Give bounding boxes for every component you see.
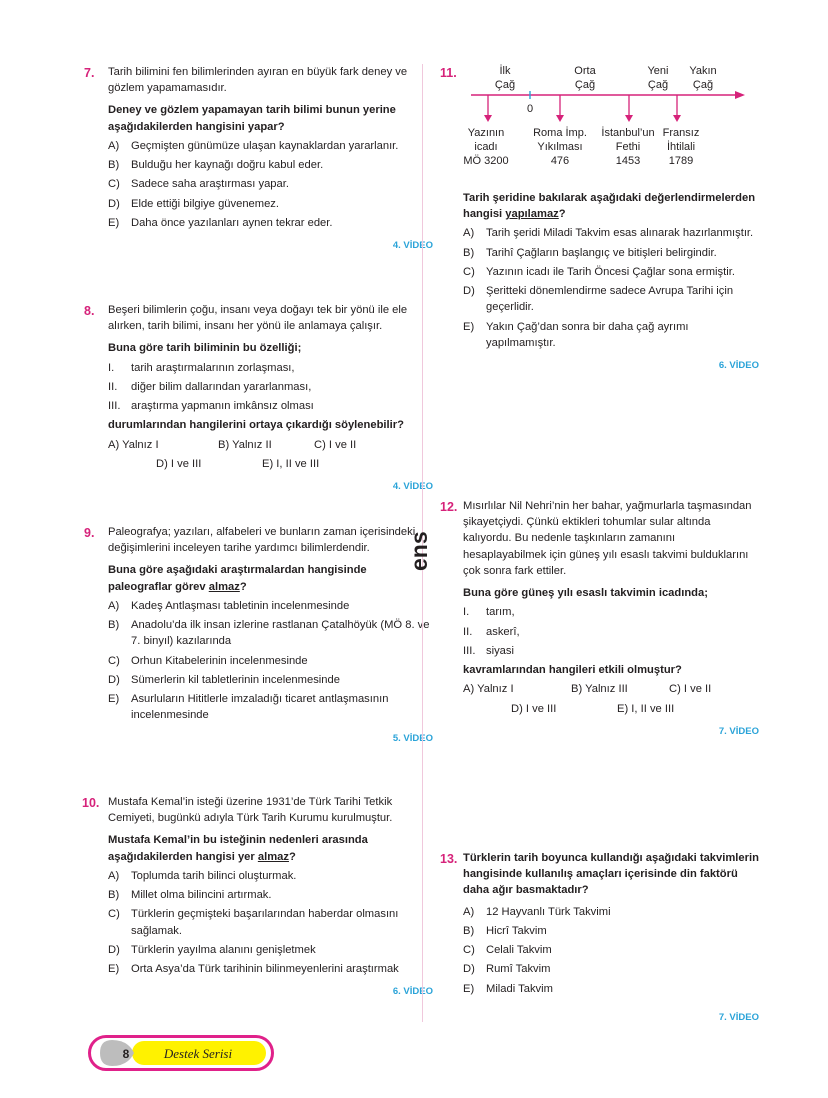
statement-2: II. diğer bilim dallarından yararlanması, (108, 380, 312, 393)
option-c[interactable]: C) Yazının icadı ile Tarih Öncesi Çağlar sona ermiştir. (463, 265, 735, 278)
video-link[interactable]: 7. VİDEO (718, 725, 759, 737)
question-10 (82, 794, 433, 999)
question-number: 11. (440, 66, 457, 80)
publisher-logo (406, 519, 433, 571)
choice-row-2 (463, 701, 759, 717)
event-3-line1: İstanbul’un (601, 127, 655, 139)
option-d[interactable]: D) Elde ettiği bilgiye güvenemez. (108, 197, 280, 210)
event-1-line2: icadı (474, 141, 498, 153)
timeline-arrowhead (735, 91, 745, 99)
question-prompt-continued: durumlarından hangilerini ortaya çıkardığı söylenebilir? (108, 419, 404, 432)
option-c[interactable]: C) Orhun Kitabelerinin incelenmesinde (108, 654, 308, 667)
option-a[interactable]: A) 12 Hayvanlı Türk Takvimi (463, 905, 611, 918)
question-stem: Paleografya; yazıları, alfabeleri ve bunların zaman içerisindeki değişimlerini inceleyen tarihe yardımcı bilimlerdendir. (108, 526, 416, 555)
option-e[interactable]: E) Daha önce yazılanları aynen tekrar eder. (108, 216, 333, 229)
choice-row-2 (108, 456, 433, 472)
option-c[interactable]: C) I ve II (314, 438, 357, 451)
question-9 (84, 524, 433, 745)
series-name: Destek Serisi (163, 1046, 233, 1061)
video-link[interactable]: 4. VİDEO (392, 240, 433, 252)
option-a[interactable]: A) Toplumda tarih bilinci oluşturmak. (108, 869, 297, 882)
video-link[interactable]: 6. VİDEO (392, 986, 433, 998)
zero-label: 0 (526, 103, 534, 115)
option-b[interactable]: B) Yalnız III (571, 683, 628, 696)
option-b[interactable]: B) Hicrî Takvim (463, 924, 547, 937)
question-prompt: Buna göre güneş yılı esaslı takvimin icadında; (463, 587, 708, 600)
option-d[interactable]: D) Sümerlerin kil tabletlerinin incelenmesinde (108, 673, 340, 686)
option-b[interactable]: B) Millet olma bilincini artırmak. (108, 889, 272, 902)
event-2-date: 476 (550, 155, 570, 167)
timeline-diagram (455, 64, 751, 176)
question-8 (84, 302, 433, 494)
choice-row-1 (108, 437, 433, 453)
statement-1: I. tarım, (463, 606, 515, 619)
question-13 (440, 850, 759, 1025)
option-b[interactable]: B) Bulduğu her kaynağı doğru kabul eder. (108, 159, 324, 172)
age-label-4b: Çağ (692, 79, 714, 91)
question-prompt: Tarih şeridine bakılarak aşağıdaki değerlendirmelerden hangisi yapılamaz? (463, 192, 756, 221)
option-c[interactable]: C) Celali Takvim (463, 944, 552, 957)
option-e[interactable]: E) Asurluların Hititlerle imzaladığı ticaret antlaşmasının incelenmesinde (108, 693, 389, 722)
option-d[interactable]: D) Rumî Takvim (463, 963, 551, 976)
question-stem: Mustafa Kemal’in isteği üzerine 1931’de Türk Tarihi Tetkik Cemiyeti, bugünkü adıyla Türk Tarih Kurumu kurulmuştur. (108, 796, 393, 825)
option-c[interactable]: C) I ve II (669, 683, 712, 696)
question-number: 8. (84, 304, 95, 318)
option-e[interactable]: E) I, II ve III (262, 457, 320, 470)
option-b[interactable]: B) Yalnız II (218, 438, 272, 451)
question-prompt-continued: kavramlarından hangileri etkili olmuştur? (463, 664, 682, 677)
option-d[interactable]: D) Türklerin yayılma alanını genişletmek (108, 943, 316, 956)
age-label-3b: Çağ (647, 79, 669, 91)
option-d[interactable]: D) Şeritteki dönemlendirme sadece Avrupa Tarihi için geçerlidir. (463, 285, 734, 314)
option-e[interactable]: E) Yakın Çağ’dan sonra bir daha çağ ayrımı yapılmamıştır. (463, 320, 689, 349)
question-number: 10. (82, 796, 100, 810)
question-prompt: Buna göre aşağıdaki araştırmalardan hangisinde paleograflar görev almaz? (108, 564, 367, 593)
option-e[interactable]: E) I, II ve III (617, 702, 675, 715)
video-link[interactable]: 5. VİDEO (392, 732, 433, 744)
age-label-4: Yakın (689, 65, 717, 77)
option-a[interactable]: A) Yalnız I (108, 438, 159, 451)
question-stem: Beşeri bilimlerin çoğu, insanı veya doğayı tek bir yönü ile ele alırken, tarih bilimi, insanı her yönü ile anlamaya çalışır. (108, 304, 408, 333)
option-a[interactable]: A) Kadeş Antlaşması tabletinin incelenmesinde (108, 599, 350, 612)
question-prompt: Deney ve gözlem yapamayan tarih bilimi bunun yerine aşağıdakilerden hangisini yapar? (108, 104, 396, 133)
choice-row-1 (463, 681, 759, 697)
video-link[interactable]: 6. VİDEO (718, 360, 759, 372)
question-number: 7. (84, 66, 95, 80)
option-a[interactable]: A) Tarih şeridi Miladi Takvim esas alınarak hazırlanmıştır. (463, 227, 754, 240)
statement-3: III. araştırma yapmanın imkânsız olması (108, 400, 314, 413)
question-number: 12. (440, 500, 458, 514)
event-4-line1: Fransız (662, 127, 700, 139)
logo-text: ens (406, 531, 432, 571)
age-label-2b: Çağ (574, 79, 596, 91)
option-c[interactable]: C) Sadece saha araştırması yapar. (108, 178, 289, 191)
question-number: 9. (84, 526, 95, 540)
video-link[interactable]: 4. VİDEO (392, 481, 433, 493)
event-2-line2: Yıkılması (537, 141, 583, 153)
option-d[interactable]: D) I ve III (156, 457, 202, 470)
statement-3: III. siyasi (463, 644, 514, 657)
video-link[interactable]: 7. VİDEO (718, 1011, 759, 1023)
question-number: 13. (440, 852, 458, 866)
option-b[interactable]: B) Tarihî Çağların başlangıç ve bitişleri belirgindir. (463, 246, 717, 259)
age-label-2: Orta (574, 65, 596, 77)
option-e[interactable]: E) Orta Asya’da Türk tarihinin bilinmeyenlerini araştırmak (108, 963, 399, 976)
statement-1: I. tarih araştırmalarının zorlaşması, (108, 361, 295, 374)
event-3-date: 1453 (615, 155, 641, 167)
question-stem: Mısırlılar Nil Nehri’nin her bahar, yağmurlarla taşmasından şikayetçiydi. Çünkü ektikleri tohumlar sular altında kalıyordu. Bu nedenle taşkınların zamanını hesaplayabilmek için güneş yılı esaslı takvimi bulduklarını çok sonra fark ettiler. (463, 500, 752, 577)
option-e[interactable]: E) Miladi Takvim (463, 982, 553, 995)
age-label-1: İlk (499, 65, 511, 77)
question-12 (440, 498, 759, 739)
event-1-date: MÖ 3200 (463, 155, 509, 167)
option-d[interactable]: D) I ve III (511, 702, 557, 715)
footer-page-badge (88, 1035, 274, 1071)
option-c[interactable]: C) Türklerin geçmişteki başarılarından haberdar olmasını sağlamak. (108, 908, 399, 937)
option-list (108, 138, 433, 231)
question-prompt: Mustafa Kemal’in bu isteğinin nedenleri arasında aşağıdakilerden hangisi yer almaz? (108, 834, 368, 863)
question-stem: Tarih bilimini fen bilimlerinden ayıran en büyük fark deney ve gözlem yapamamasıdır. (108, 66, 408, 95)
age-label-1b: Çağ (494, 79, 516, 91)
event-4-date: 1789 (668, 155, 694, 167)
statement-2: II. askerî, (463, 625, 520, 638)
question-11 (440, 64, 759, 373)
question-prompt: Buna göre tarih biliminin bu özelliği; (108, 342, 302, 355)
event-3-line2: Fethi (615, 141, 641, 153)
question-prompt: Türklerin tarih boyunca kullandığı aşağıdaki takvimlerin hangisinde kullanılış amaçları içerisinde din faktörü daha ağır basmaktadır? (463, 852, 759, 897)
event-2-line1: Roma İmp. (533, 127, 587, 139)
option-a[interactable]: A) Yalnız I (463, 683, 514, 696)
event-1-line1: Yazının (467, 127, 505, 139)
event-4-line2: İhtilali (666, 141, 696, 153)
question-7 (84, 64, 433, 253)
age-label-3: Yeni (647, 65, 669, 77)
option-b[interactable]: B) Anadolu’da ilk insan izlerine rastlanan Çatalhöyük (MÖ 8. ve 7. binyıl) kazılarında (108, 619, 430, 648)
page-number: 8 (122, 1047, 130, 1061)
option-a[interactable]: A) Geçmişten günümüze ulaşan kaynaklardan yararlanır. (108, 139, 399, 152)
